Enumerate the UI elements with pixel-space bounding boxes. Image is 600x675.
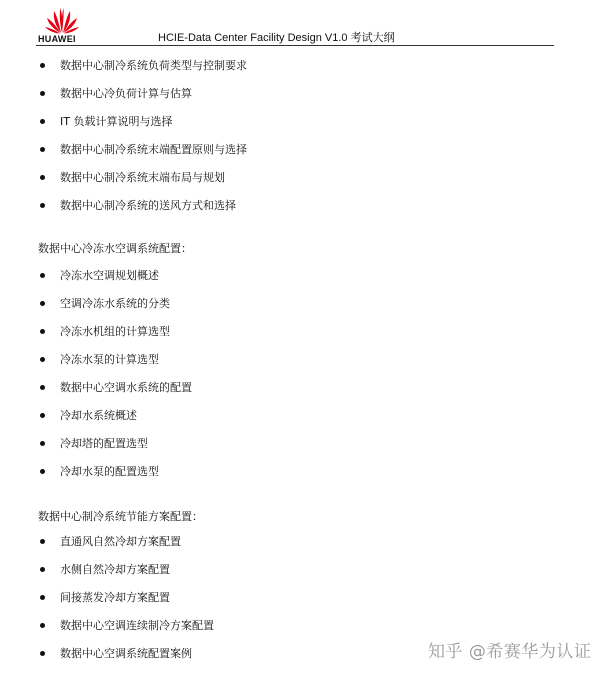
list-item: 冷冻水机组的计算选型 (38, 318, 192, 346)
list-item: 数据中心空调连续制冷方案配置 (38, 612, 214, 640)
page-header (36, 4, 554, 46)
bullet-icon (40, 651, 45, 656)
huawei-logo (38, 4, 90, 44)
bullet-icon (40, 357, 45, 362)
list-item: 数据中心空调系统配置案例 (38, 640, 214, 668)
bullet-icon (40, 301, 45, 306)
list-item: 冷冻水泵的计算选型 (38, 346, 192, 374)
bullet-icon (40, 385, 45, 390)
list-item: 数据中心制冷系统末端配置原则与选择 (38, 136, 247, 164)
bullet-list-chilled-water (38, 262, 192, 486)
bullet-icon (40, 539, 45, 544)
bullet-icon (40, 273, 45, 278)
list-item: 数据中心制冷系统末端布局与规划 (38, 164, 247, 192)
list-item: 数据中心冷负荷计算与估算 (38, 80, 247, 108)
bullet-icon (40, 63, 45, 68)
zhihu-watermark: 知乎 @希赛华为认证 (428, 642, 592, 662)
list-item: 空调冷冻水系统的分类 (38, 290, 192, 318)
bullet-list-cooling-load (38, 52, 247, 220)
bullet-icon (40, 623, 45, 628)
bullet-icon (40, 329, 45, 334)
huawei-petal-icon (44, 6, 80, 34)
bullet-icon (40, 441, 45, 446)
list-item: IT 负载计算说明与选择 (38, 108, 247, 136)
bullet-icon (40, 595, 45, 600)
bullet-list-energy-saving (38, 528, 214, 668)
bullet-icon (40, 469, 45, 474)
bullet-icon (40, 203, 45, 208)
list-item: 冷冻水空调规划概述 (38, 262, 192, 290)
list-item: 直通风自然冷却方案配置 (38, 528, 214, 556)
document-title: HCIE-Data Center Facility Design V1.0 考试大纲 (158, 32, 395, 44)
bullet-icon (40, 413, 45, 418)
section-heading-energy-saving: 数据中心制冷系统节能方案配置： (38, 510, 203, 523)
bullet-icon (40, 567, 45, 572)
header-divider (36, 45, 554, 46)
list-item: 数据中心空调水系统的配置 (38, 374, 192, 402)
list-item: 数据中心制冷系统负荷类型与控制要求 (38, 52, 247, 80)
bullet-icon (40, 119, 45, 124)
list-item: 冷却塔的配置选型 (38, 430, 192, 458)
list-item: 间接蒸发冷却方案配置 (38, 584, 214, 612)
list-item: 数据中心制冷系统的送风方式和选择 (38, 192, 247, 220)
bullet-icon (40, 175, 45, 180)
list-item: 水侧自然冷却方案配置 (38, 556, 214, 584)
brand-wordmark: HUAWEI (38, 34, 76, 44)
list-item: 冷却水系统概述 (38, 402, 192, 430)
section-heading-chilled-water: 数据中心冷冻水空调系统配置： (38, 242, 192, 255)
bullet-icon (40, 91, 45, 96)
list-item: 冷却水泵的配置选型 (38, 458, 192, 486)
bullet-icon (40, 147, 45, 152)
